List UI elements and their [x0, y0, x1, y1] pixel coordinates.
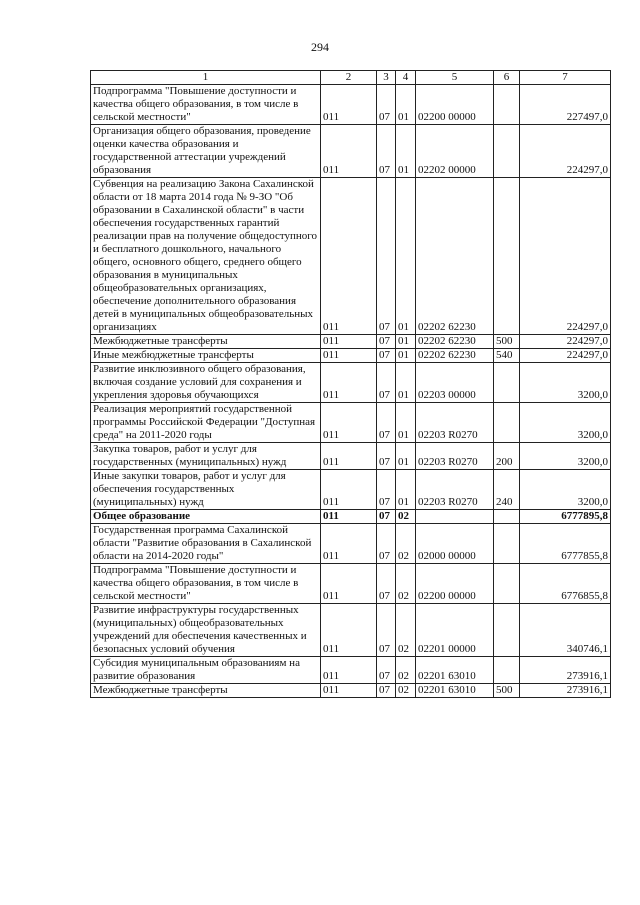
column-header: 6 [494, 71, 520, 85]
expense-type-cell [494, 178, 520, 335]
table-row [91, 564, 611, 604]
table-row [91, 125, 611, 178]
expense-type-cell [494, 403, 520, 443]
ministry-code-cell: 011 [321, 403, 377, 443]
row-name-cell: Субсидия муниципальным образованиям на развитие образования [91, 657, 321, 684]
column-header: 5 [416, 71, 494, 85]
target-code-cell: 02202 62230 [416, 335, 494, 349]
section-cell: 07 [377, 363, 396, 403]
expense-type-cell [494, 657, 520, 684]
subsection-cell: 01 [396, 403, 416, 443]
amount-cell: 3200,0 [520, 363, 611, 403]
budget-table [90, 70, 611, 698]
row-name-cell: Государственная программа Сахалинской области "Развитие образования в Сахалинской области на 2014-2020 годы" [91, 524, 321, 564]
subsection-cell: 02 [396, 604, 416, 657]
expense-type-cell [494, 85, 520, 125]
table-row [91, 335, 611, 349]
amount-cell: 6777855,8 [520, 524, 611, 564]
amount-cell: 224297,0 [520, 178, 611, 335]
subsection-cell: 02 [396, 684, 416, 698]
ministry-code-cell: 011 [321, 470, 377, 510]
expense-type-cell: 540 [494, 349, 520, 363]
table-row [91, 403, 611, 443]
target-code-cell [416, 510, 494, 524]
ministry-code-cell: 011 [321, 363, 377, 403]
target-code-cell: 02201 63010 [416, 657, 494, 684]
ministry-code-cell: 011 [321, 604, 377, 657]
ministry-code-cell: 011 [321, 657, 377, 684]
subsection-cell: 01 [396, 349, 416, 363]
target-code-cell: 02000 00000 [416, 524, 494, 564]
target-code-cell: 02203 R0270 [416, 470, 494, 510]
section-cell: 07 [377, 403, 396, 443]
expense-type-cell: 200 [494, 443, 520, 470]
amount-cell: 273916,1 [520, 684, 611, 698]
ministry-code-cell: 011 [321, 510, 377, 524]
expense-type-cell [494, 564, 520, 604]
section-cell: 07 [377, 349, 396, 363]
row-name-cell: Подпрограмма "Повышение доступности и качества общего образования, в том числе в сельской местности" [91, 85, 321, 125]
row-name-cell: Закупка товаров, работ и услуг для государственных (муниципальных) нужд [91, 443, 321, 470]
amount-cell: 227497,0 [520, 85, 611, 125]
expense-type-cell: 240 [494, 470, 520, 510]
column-header: 7 [520, 71, 611, 85]
ministry-code-cell: 011 [321, 125, 377, 178]
target-code-cell: 02202 62230 [416, 178, 494, 335]
ministry-code-cell: 011 [321, 443, 377, 470]
target-code-cell: 02203 00000 [416, 363, 494, 403]
subsection-cell: 02 [396, 510, 416, 524]
amount-cell: 224297,0 [520, 349, 611, 363]
target-code-cell: 02203 R0270 [416, 403, 494, 443]
subsection-cell: 02 [396, 564, 416, 604]
target-code-cell: 02201 00000 [416, 604, 494, 657]
amount-cell: 3200,0 [520, 470, 611, 510]
ministry-code-cell: 011 [321, 178, 377, 335]
subsection-cell: 01 [396, 85, 416, 125]
row-name-cell: Общее образование [91, 510, 321, 524]
section-cell: 07 [377, 125, 396, 178]
table-row [91, 363, 611, 403]
target-code-cell: 02200 00000 [416, 564, 494, 604]
amount-cell: 6776855,8 [520, 564, 611, 604]
row-name-cell: Реализация мероприятий государственной программы Российской Федерации "Доступная среда" на 2011-2020 годы [91, 403, 321, 443]
section-cell: 07 [377, 524, 396, 564]
column-header: 2 [321, 71, 377, 85]
table-row [91, 684, 611, 698]
table-row [91, 470, 611, 510]
table-row [91, 524, 611, 564]
subsection-cell: 01 [396, 363, 416, 403]
row-name-cell: Развитие инфраструктуры государственных (муниципальных) общеобразовательных учреждений для обеспечения качественных и безопасных условий обучения [91, 604, 321, 657]
section-cell: 07 [377, 510, 396, 524]
section-cell: 07 [377, 178, 396, 335]
row-name-cell: Организация общего образования, проведение оценки качества образования и государственной аттестации учреждений образования [91, 125, 321, 178]
table-row [91, 178, 611, 335]
section-cell: 07 [377, 85, 396, 125]
column-header: 3 [377, 71, 396, 85]
row-name-cell: Иные закупки товаров, работ и услуг для обеспечения государственных (муниципальных) нужд [91, 470, 321, 510]
table-row [91, 85, 611, 125]
page-number: 294 [311, 40, 329, 54]
column-header: 1 [91, 71, 321, 85]
amount-cell: 3200,0 [520, 443, 611, 470]
amount-cell: 224297,0 [520, 125, 611, 178]
ministry-code-cell: 011 [321, 85, 377, 125]
target-code-cell: 02201 63010 [416, 684, 494, 698]
ministry-code-cell: 011 [321, 524, 377, 564]
section-cell: 07 [377, 657, 396, 684]
header-row [91, 71, 611, 85]
subsection-cell: 01 [396, 178, 416, 335]
ministry-code-cell: 011 [321, 564, 377, 604]
ministry-code-cell: 011 [321, 684, 377, 698]
subsection-cell: 01 [396, 470, 416, 510]
expense-type-cell: 500 [494, 684, 520, 698]
target-code-cell: 02200 00000 [416, 85, 494, 125]
table-row [91, 604, 611, 657]
row-name-cell: Межбюджетные трансферты [91, 684, 321, 698]
section-cell: 07 [377, 604, 396, 657]
section-cell: 07 [377, 443, 396, 470]
target-code-cell: 02202 62230 [416, 349, 494, 363]
amount-cell: 273916,1 [520, 657, 611, 684]
subsection-cell: 01 [396, 335, 416, 349]
row-name-cell: Развитие инклюзивного общего образования, включая создание условий для сохранения и укрепления здоровья обучающихся [91, 363, 321, 403]
expense-type-cell [494, 524, 520, 564]
amount-cell: 224297,0 [520, 335, 611, 349]
section-cell: 07 [377, 684, 396, 698]
subsection-cell: 02 [396, 657, 416, 684]
table-row [91, 510, 611, 524]
row-name-cell: Подпрограмма "Повышение доступности и качества общего образования, в том числе в сельской местности" [91, 564, 321, 604]
amount-cell: 3200,0 [520, 403, 611, 443]
section-cell: 07 [377, 335, 396, 349]
amount-cell: 340746,1 [520, 604, 611, 657]
section-cell: 07 [377, 470, 396, 510]
row-name-cell: Субвенция на реализацию Закона Сахалинской области от 18 марта 2014 года № 9-ЗО "Об образовании в Сахалинской области" в части обеспечения государственных гарантий реализации прав на получение общедоступного и бесплатного дошкольного, начального общего, основного общего, среднего общего образования в муниципальных общеобразовательных организациях, обеспечение дополнительного образования детей в муниципальных общеобразовательных организациях [91, 178, 321, 335]
ministry-code-cell: 011 [321, 335, 377, 349]
target-code-cell: 02202 00000 [416, 125, 494, 178]
row-name-cell: Межбюджетные трансферты [91, 335, 321, 349]
table-row [91, 349, 611, 363]
section-cell: 07 [377, 564, 396, 604]
amount-cell: 6777895,8 [520, 510, 611, 524]
expense-type-cell [494, 125, 520, 178]
expense-type-cell [494, 363, 520, 403]
column-header: 4 [396, 71, 416, 85]
row-name-cell: Иные межбюджетные трансферты [91, 349, 321, 363]
expense-type-cell [494, 510, 520, 524]
expense-type-cell [494, 604, 520, 657]
expense-type-cell: 500 [494, 335, 520, 349]
table-row [91, 443, 611, 470]
subsection-cell: 01 [396, 443, 416, 470]
ministry-code-cell: 011 [321, 349, 377, 363]
target-code-cell: 02203 R0270 [416, 443, 494, 470]
table-row [91, 657, 611, 684]
subsection-cell: 02 [396, 524, 416, 564]
subsection-cell: 01 [396, 125, 416, 178]
